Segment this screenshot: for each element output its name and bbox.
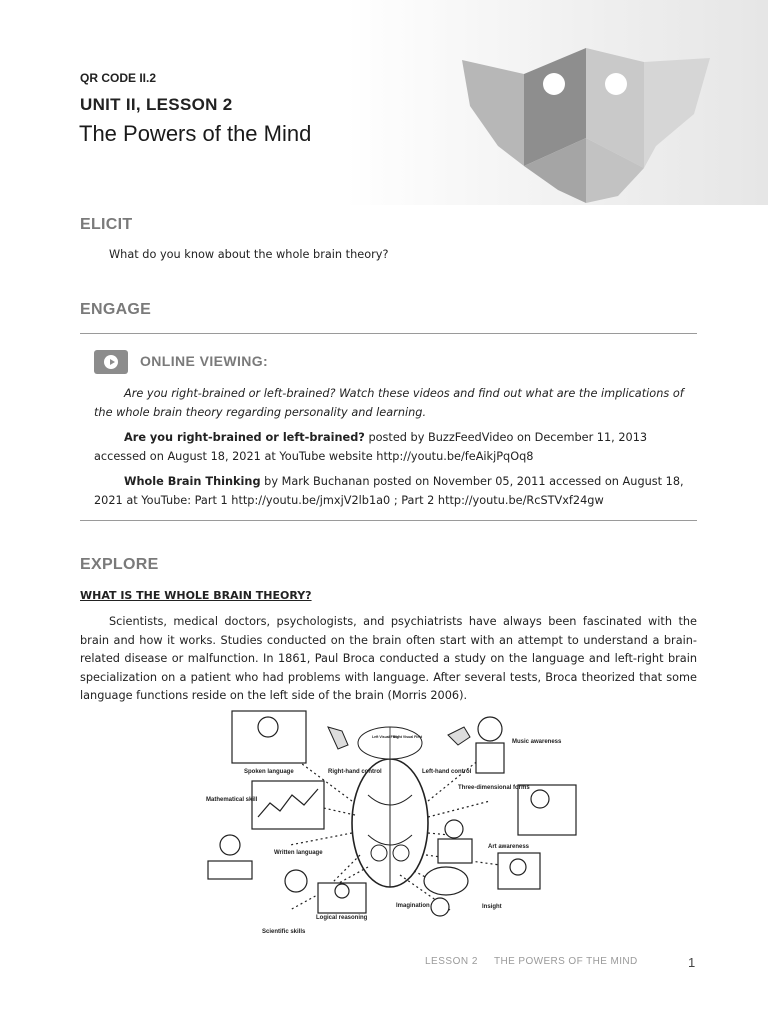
- whole-brain-illustration: [200, 705, 590, 937]
- label-spoken-language: Spoken language: [244, 769, 294, 775]
- label-left-hand-control: Left-hand control: [422, 769, 472, 775]
- section-heading-engage: ENGAGE: [80, 301, 152, 318]
- label-imagination: Imagination: [396, 903, 430, 909]
- art-awareness-vignette-icon: [445, 820, 463, 838]
- divider: [80, 333, 697, 334]
- unit-lesson-label: UNIT II, LESSON 2: [80, 95, 233, 114]
- qr-code-label: QR CODE II.2: [80, 71, 157, 85]
- footer-lesson-label: LESSON 2: [425, 956, 478, 967]
- page-title: The Powers of the Mind: [79, 121, 312, 146]
- video-1-details: posted by BuzzFeedVideo on December 11, 2013 accessed on August 18, 2021 at YouTube website http://youtu.be/feAikjPqOq8: [94, 431, 648, 463]
- label-written-language: Written language: [274, 850, 323, 856]
- hand-pointing-icon: [448, 727, 470, 745]
- left-visual-field-label: Left Visual Field: [372, 735, 399, 739]
- page-number: 1: [688, 955, 696, 970]
- online-viewing-label: ONLINE VIEWING:: [140, 353, 269, 369]
- video-reference-1: [94, 429, 694, 466]
- elicit-question: What do you know about the whole brain theory?: [109, 248, 389, 261]
- label-music-awareness: Music awareness: [512, 739, 562, 745]
- label-logical-reasoning: Logical reasoning: [316, 915, 368, 921]
- brain-diagram-icon: [352, 727, 428, 887]
- label-right-hand-control: Right-hand control: [328, 769, 382, 775]
- label-art-awareness: Art awareness: [488, 844, 530, 850]
- video-1-title: Are you right-brained or left-brained?: [124, 431, 365, 444]
- label-mathematical-skill: Mathematical skill: [206, 797, 258, 803]
- engage-intro: Are you right-brained or left-brained? Watch these videos and find out what are the implications of the whole brain theory regarding personality and learning.: [94, 387, 684, 419]
- right-visual-field-label: Right Visual Field: [393, 735, 423, 739]
- video-2-title: Whole Brain Thinking: [124, 475, 261, 488]
- video-2-details: by Mark Buchanan posted on November 05, 2011 accessed on August 18, 2021 at YouTube: Part 1 http://youtu.be/jmxjV2lb1a0 ; Part 2 http://youtu.be/RcSTVxf24gw: [94, 475, 684, 507]
- explore-paragraph: Scientists, medical doctors, psychologists, and psychiatrists have always been fascinated with the brain and how it works. Studies conducted on the brain often start with an attempt to understand a brain-related disease or malfunction. In 1861, Paul Broca conducted a study on the language and left-right brain specialization on a patient who had problems with language. After several tests, Broca theorized that some language functions reside on the left side of the brain (Morris 2006).: [80, 615, 697, 702]
- divider: [80, 520, 697, 521]
- music-awareness-vignette-icon: [478, 717, 502, 741]
- mathematical-skill-vignette-icon: [252, 781, 324, 829]
- section-heading-elicit: ELICIT: [80, 216, 133, 233]
- imagination-cloud-icon: [424, 867, 468, 895]
- label-scientific-skills: Scientific skills: [262, 929, 306, 935]
- footer-title: THE POWERS OF THE MIND: [494, 956, 638, 967]
- label-insight: Insight: [482, 904, 502, 910]
- play-icon: [94, 350, 128, 374]
- scientist-icon: [285, 870, 307, 892]
- lotus-logo-icon: [458, 28, 718, 203]
- student-writing-icon: [220, 835, 240, 855]
- label-three-dimensional-forms: Three-dimensional forms: [458, 785, 530, 791]
- section-heading-explore: EXPLORE: [80, 556, 159, 573]
- hand-pointing-icon: [328, 727, 348, 749]
- explore-subheading: WHAT IS THE WHOLE BRAIN THEORY?: [80, 589, 312, 602]
- video-reference-2: [94, 473, 694, 510]
